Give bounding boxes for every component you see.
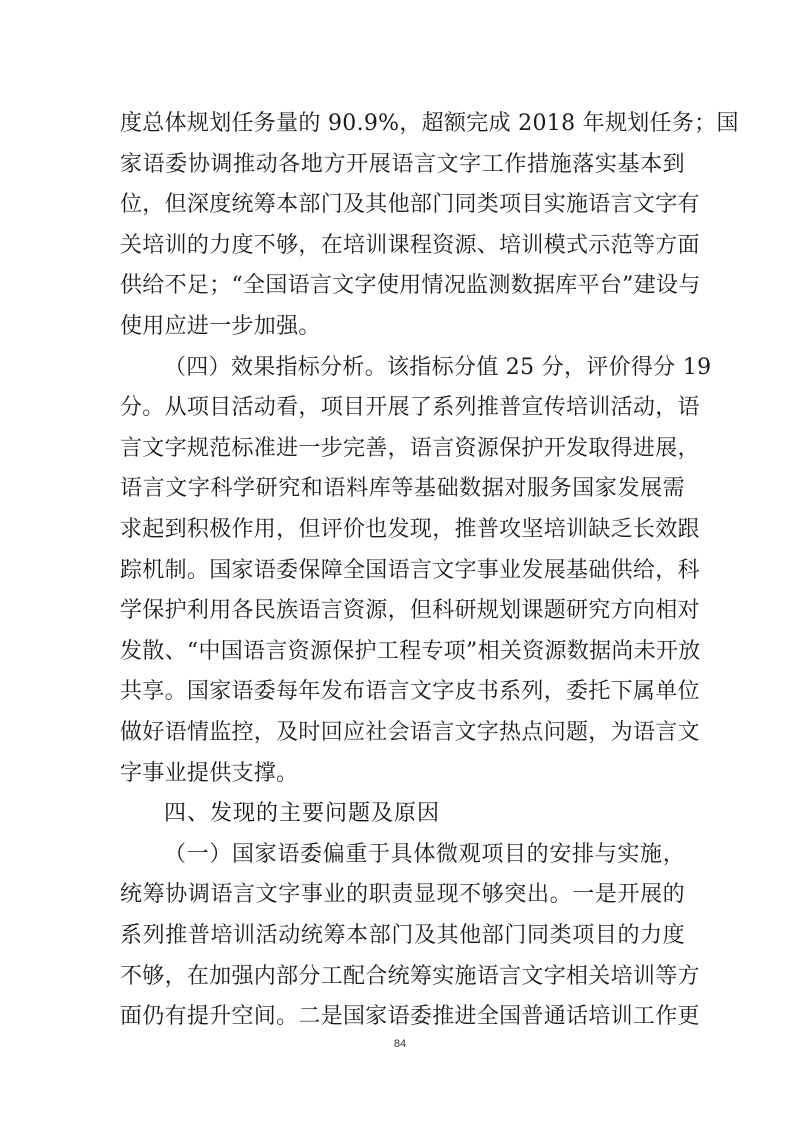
body-text-line: 不够，在加强内部分工配合统筹实施语言文字相关培训等方 xyxy=(120,964,700,989)
section-lead-line: （四）效果指标分析。该指标分值 25 分，评价得分 19 xyxy=(164,355,712,380)
body-text-line: 统筹协调语言文字事业的职责显现不够突出。一是开展的 xyxy=(120,882,685,907)
body-text-line: 位，但深度统筹本部门及其他部门同类项目实施语言文字有 xyxy=(120,192,700,217)
body-text-line: 做好语情监控，及时回应社会语言文字热点问题，为语言文 xyxy=(120,720,700,745)
body-text-line: 分。从项目活动看，项目开展了系列推普宣传培训活动，语 xyxy=(120,395,700,420)
body-text-line: 共享。国家语委每年发布语言文字皮书系列，委托下属单位 xyxy=(120,679,700,704)
page-number: 84 xyxy=(393,1038,407,1050)
body-text-line: 面仍有提升空间。二是国家语委推进全国普通话培训工作更 xyxy=(120,1004,700,1029)
body-text-line: 家语委协调推动各地方开展语言文字工作措施落实基本到 xyxy=(120,152,685,177)
body-text-line: 字事业提供支撑。 xyxy=(120,761,299,786)
body-text-line: 语言文字科学研究和语料库等基础数据对服务国家发展需 xyxy=(120,476,685,501)
body-text-line: 度总体规划任务量的 90.9%，超额完成 2018 年规划任务；国 xyxy=(120,111,739,136)
section-lead-line: （一）国家语委偏重于具体微观项目的安排与实施， xyxy=(164,842,685,867)
section-heading: 四、发现的主要问题及原因 xyxy=(164,801,441,826)
body-text-line: 系列推普培训活动统筹本部门及其他部门同类项目的力度 xyxy=(120,923,685,948)
body-text-line: 关培训的力度不够，在培训课程资源、培训模式示范等方面 xyxy=(120,233,700,258)
body-text-line: 发散、“中国语言资源保护工程专项”相关资源数据尚未开放 xyxy=(120,639,701,664)
body-text-line: 供给不足；“全国语言文字使用情况监测数据库平台”建设与 xyxy=(120,273,701,298)
body-text-line: 踪机制。国家语委保障全国语言文字事业发展基础供给，科 xyxy=(120,558,700,583)
body-text-line: 使用应进一步加强。 xyxy=(120,314,321,339)
body-text-line: 学保护利用各民族语言资源，但科研规划课题研究方向相对 xyxy=(120,598,700,623)
body-text-line: 言文字规范标准进一步完善，语言资源保护开发取得进展， xyxy=(120,436,700,461)
body-text-line: 求起到积极作用，但评价也发现，推普攻坚培训缺乏长效跟 xyxy=(120,517,700,542)
